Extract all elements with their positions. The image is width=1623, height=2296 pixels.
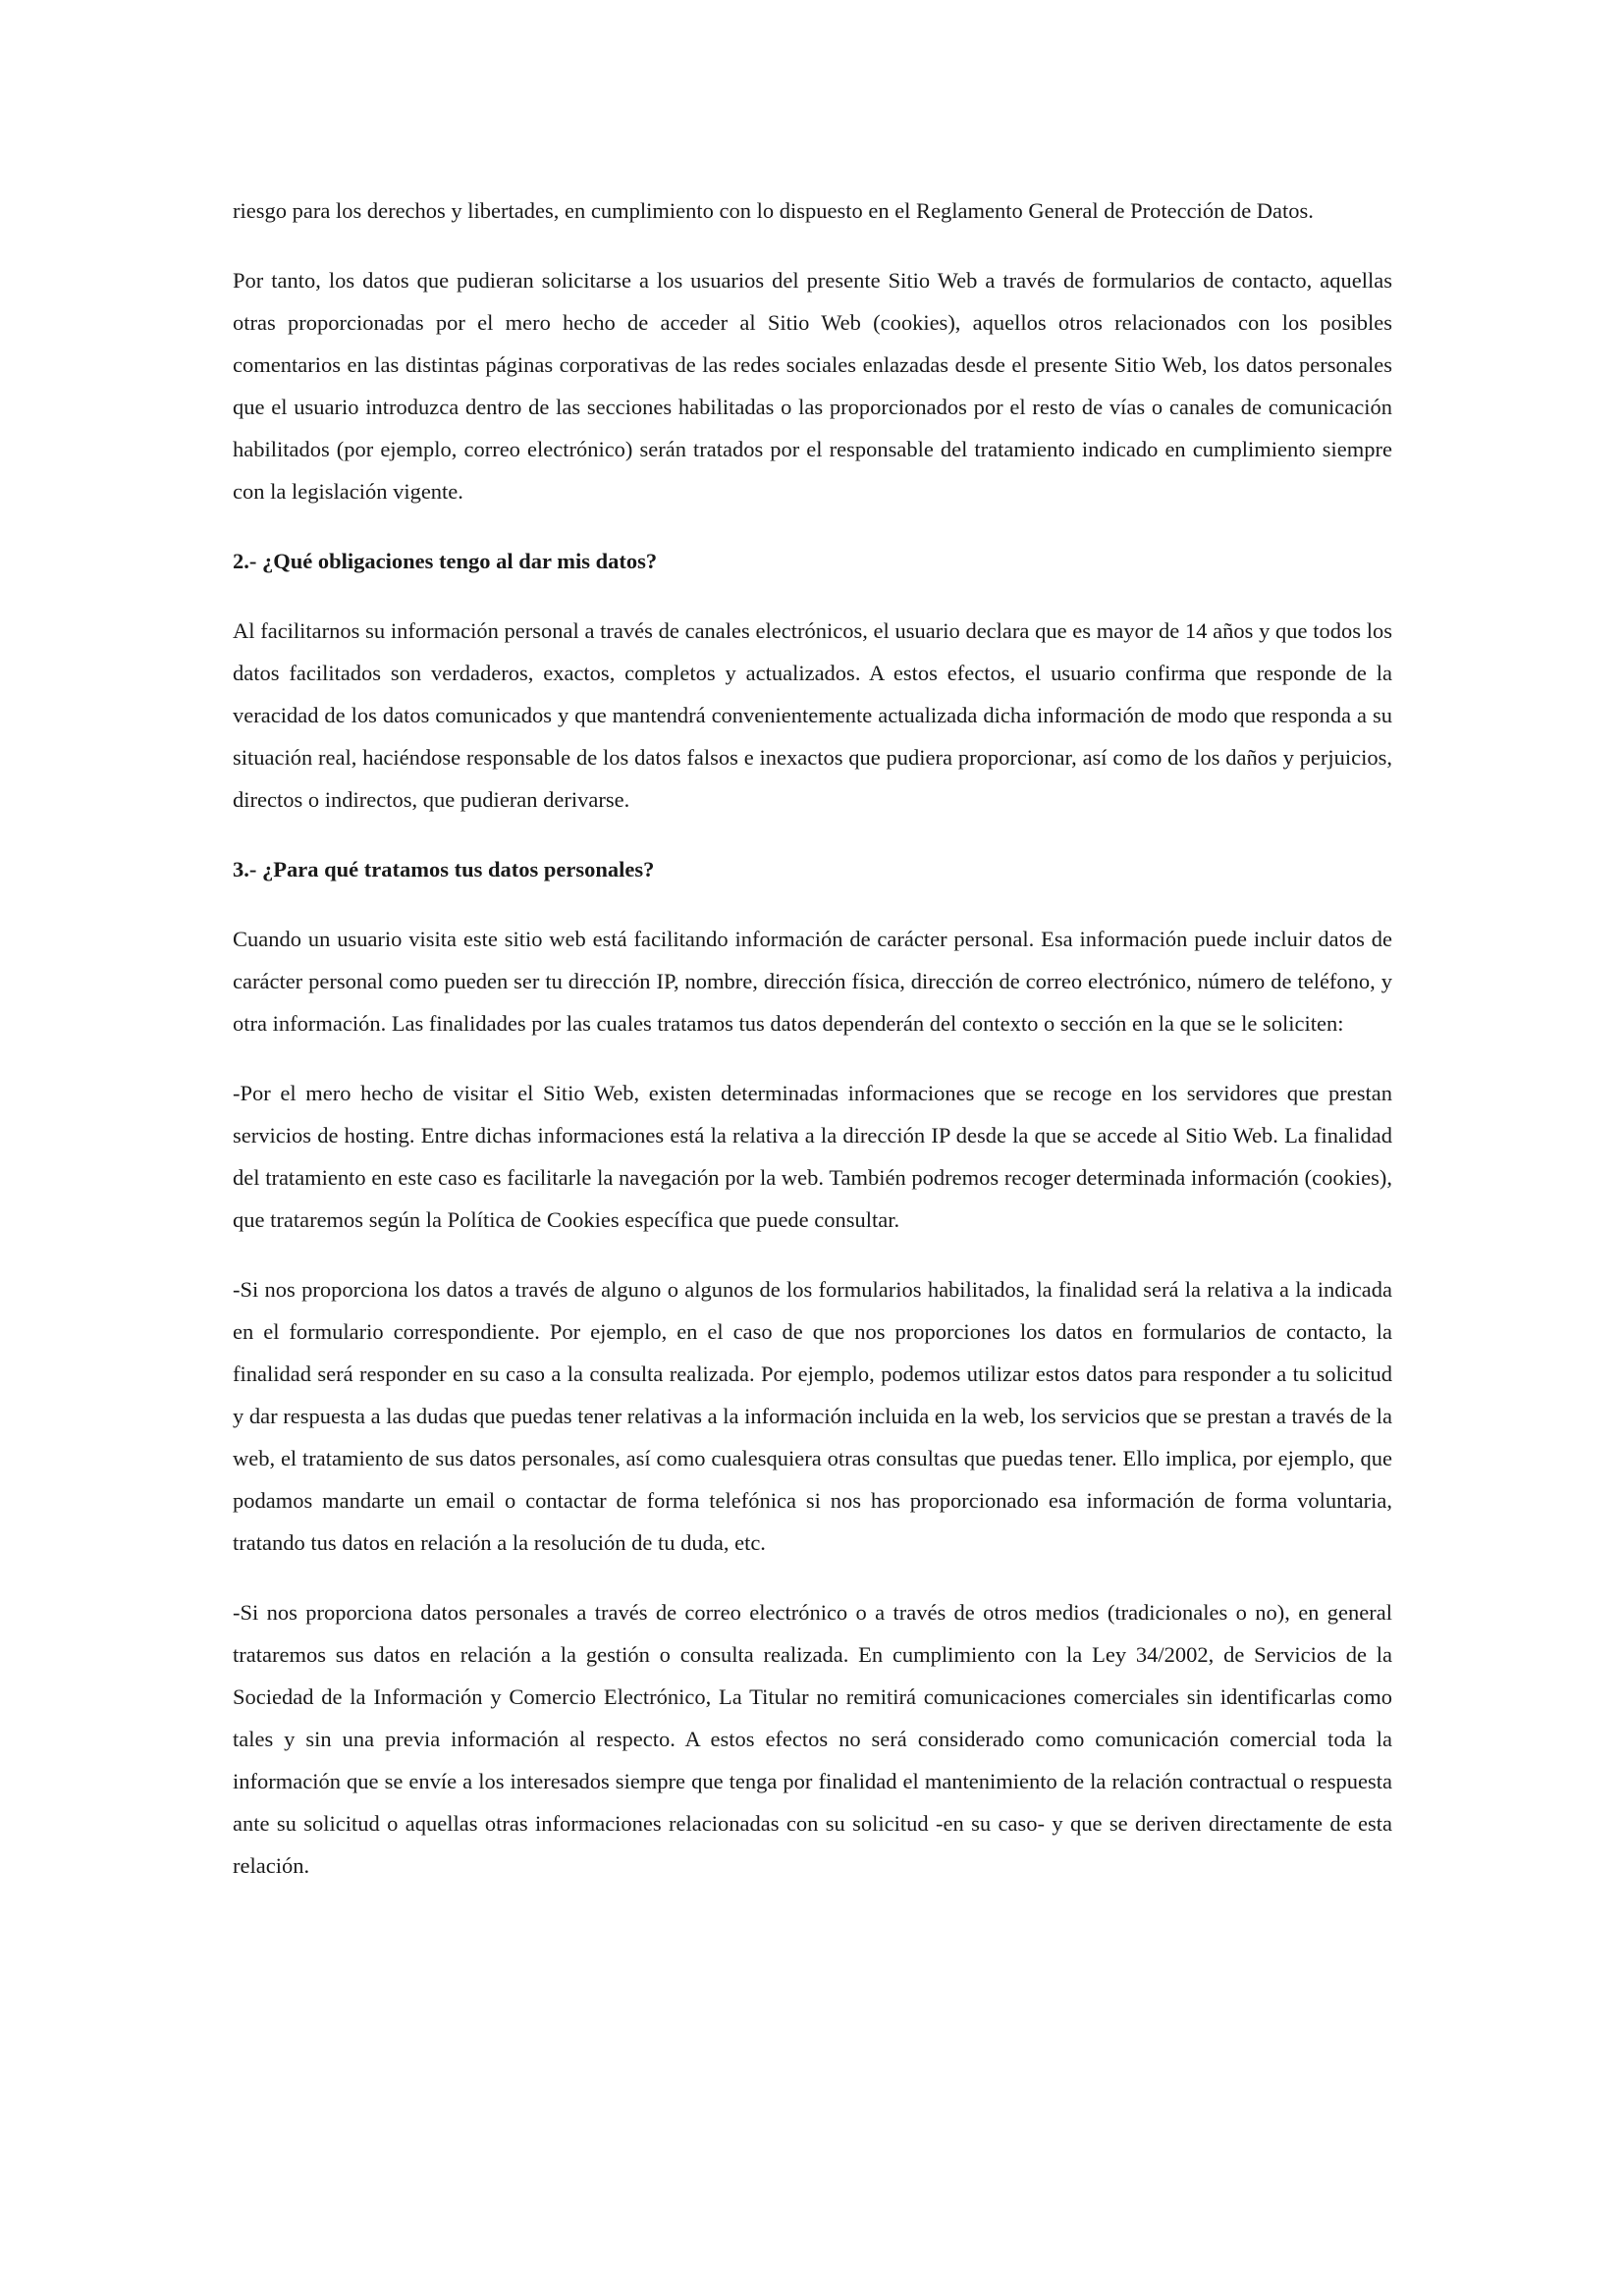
paragraph-si-proporciona-correo: -Si nos proporciona datos personales a través de correo electrónico o a través de otros medios (tradicionales o no), en general trataremos sus datos en relación a la gestión o consulta realizada. En cumplimiento con la Ley 34/2002, de Servicios de la Sociedad de la Información y Comercio Electrónico, La Titular no remitirá comunicaciones comerciales sin identificarlas como tales y sin una previa información al respecto. A estos efectos no será considerado como comunicación comercial toda la información que se envíe a los interesados siempre que tenga por finalidad el mantenimiento de la relación contractual o respuesta ante su solicitud o aquellas otras informaciones relacionadas con su solicitud -en su caso- y que se deriven directamente de esta relación. [233, 1600, 1392, 1878]
paragraph-cuando-usuario-visita: Cuando un usuario visita este sitio web está facilitando información de carácter personal. Esa información puede incluir datos de carácter personal como pueden ser tu dirección IP, nombre, dirección física, dirección de correo electrónico, número de teléfono, y otra información. Las finalidades por las cuales tratamos tus datos dependerán del contexto o sección en la que se le soliciten: [233, 927, 1392, 1036]
paragraph-si-proporciona-formularios: -Si nos proporciona los datos a través de alguno o algunos de los formularios habilitados, la finalidad será la relativa a la indicada en el formulario correspondiente. Por ejemplo, en el caso de que nos proporciones los datos en formularios de contacto, la finalidad será responder en su caso a la consulta realizada. Por ejemplo, podemos utilizar estos datos para responder a tu solicitud y dar respuesta a las dudas que puedas tener relativas a la información incluida en la web, los servicios que se prestan a través de la web, el tratamiento de sus datos personales, así como cualesquiera otras consultas que puedas tener. Ello implica, por ejemplo, que podamos mandarte un email o contactar de forma telefónica si nos has proporcionado esa información de forma voluntaria, tratando tus datos en relación a la resolución de tu duda, etc. [233, 1277, 1392, 1555]
paragraph-por-mero-hecho-visitar: -Por el mero hecho de visitar el Sitio Web, existen determinadas informaciones que se recoge en los servidores que prestan servicios de hosting. Entre dichas informaciones está la relativa a la dirección IP desde la que se accede al Sitio Web. La finalidad del tratamiento en este caso es facilitarle la navegación por la web. También podremos recoger determinada información (cookies), que trataremos según la Política de Cookies específica que puede consultar. [233, 1081, 1392, 1232]
section-heading-3-tratamiento: 3.- ¿Para qué tratamos tus datos personales? [233, 857, 655, 881]
section-heading-2-obligaciones: 2.- ¿Qué obligaciones tengo al dar mis datos? [233, 549, 658, 573]
paragraph-riesgo-derechos: riesgo para los derechos y libertades, en cumplimiento con lo dispuesto en el Reglamento General de Protección de Datos. [233, 198, 1314, 223]
paragraph-por-tanto-datos: Por tanto, los datos que pudieran solicitarse a los usuarios del presente Sitio Web a través de formularios de contacto, aquellas otras proporcionadas por el mero hecho de acceder al Sitio Web (cookies), aquellos otros relacionados con los posibles comentarios en las distintas páginas corporativas de las redes sociales enlazadas desde el presente Sitio Web, los datos personales que el usuario introduzca dentro de las secciones habilitadas o las proporcionados por el resto de vías o canales de comunicación habilitados (por ejemplo, correo electrónico) serán tratados por el responsable del tratamiento indicado en cumplimiento siempre con la legislación vigente. [233, 268, 1392, 504]
paragraph-al-facilitarnos: Al facilitarnos su información personal a través de canales electrónicos, el usuario declara que es mayor de 14 años y que todos los datos facilitados son verdaderos, exactos, completos y actualizados. A estos efectos, el usuario confirma que responde de la veracidad de los datos comunicados y que mantendrá convenientemente actualizada dicha información de modo que responda a su situación real, haciéndose responsable de los datos falsos e inexactos que pudiera proporcionar, así como de los daños y perjuicios, directos o indirectos, que pudieran derivarse. [233, 618, 1392, 812]
